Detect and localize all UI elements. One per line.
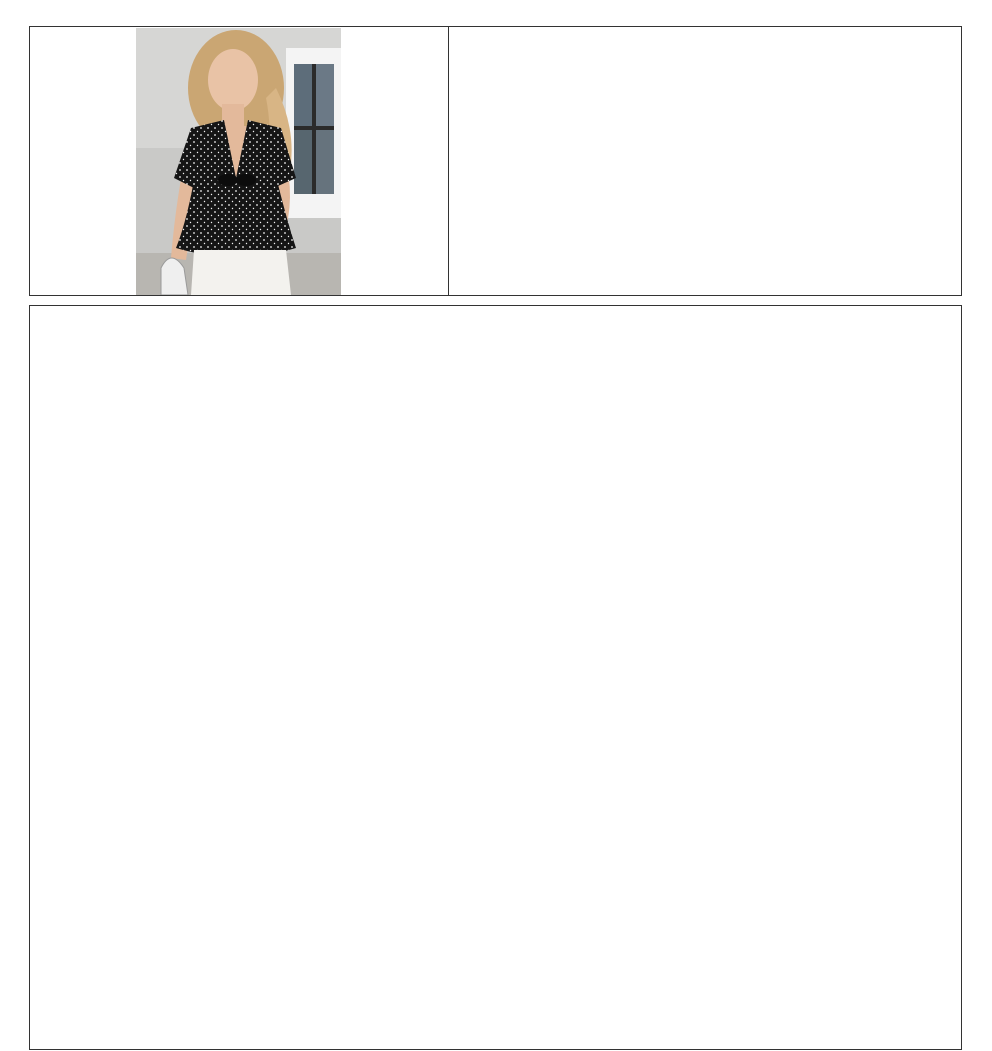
size-chart-table	[29, 305, 962, 1050]
product-photo-cell	[30, 27, 449, 295]
product-info-table	[29, 26, 962, 296]
model-photo	[136, 28, 341, 295]
